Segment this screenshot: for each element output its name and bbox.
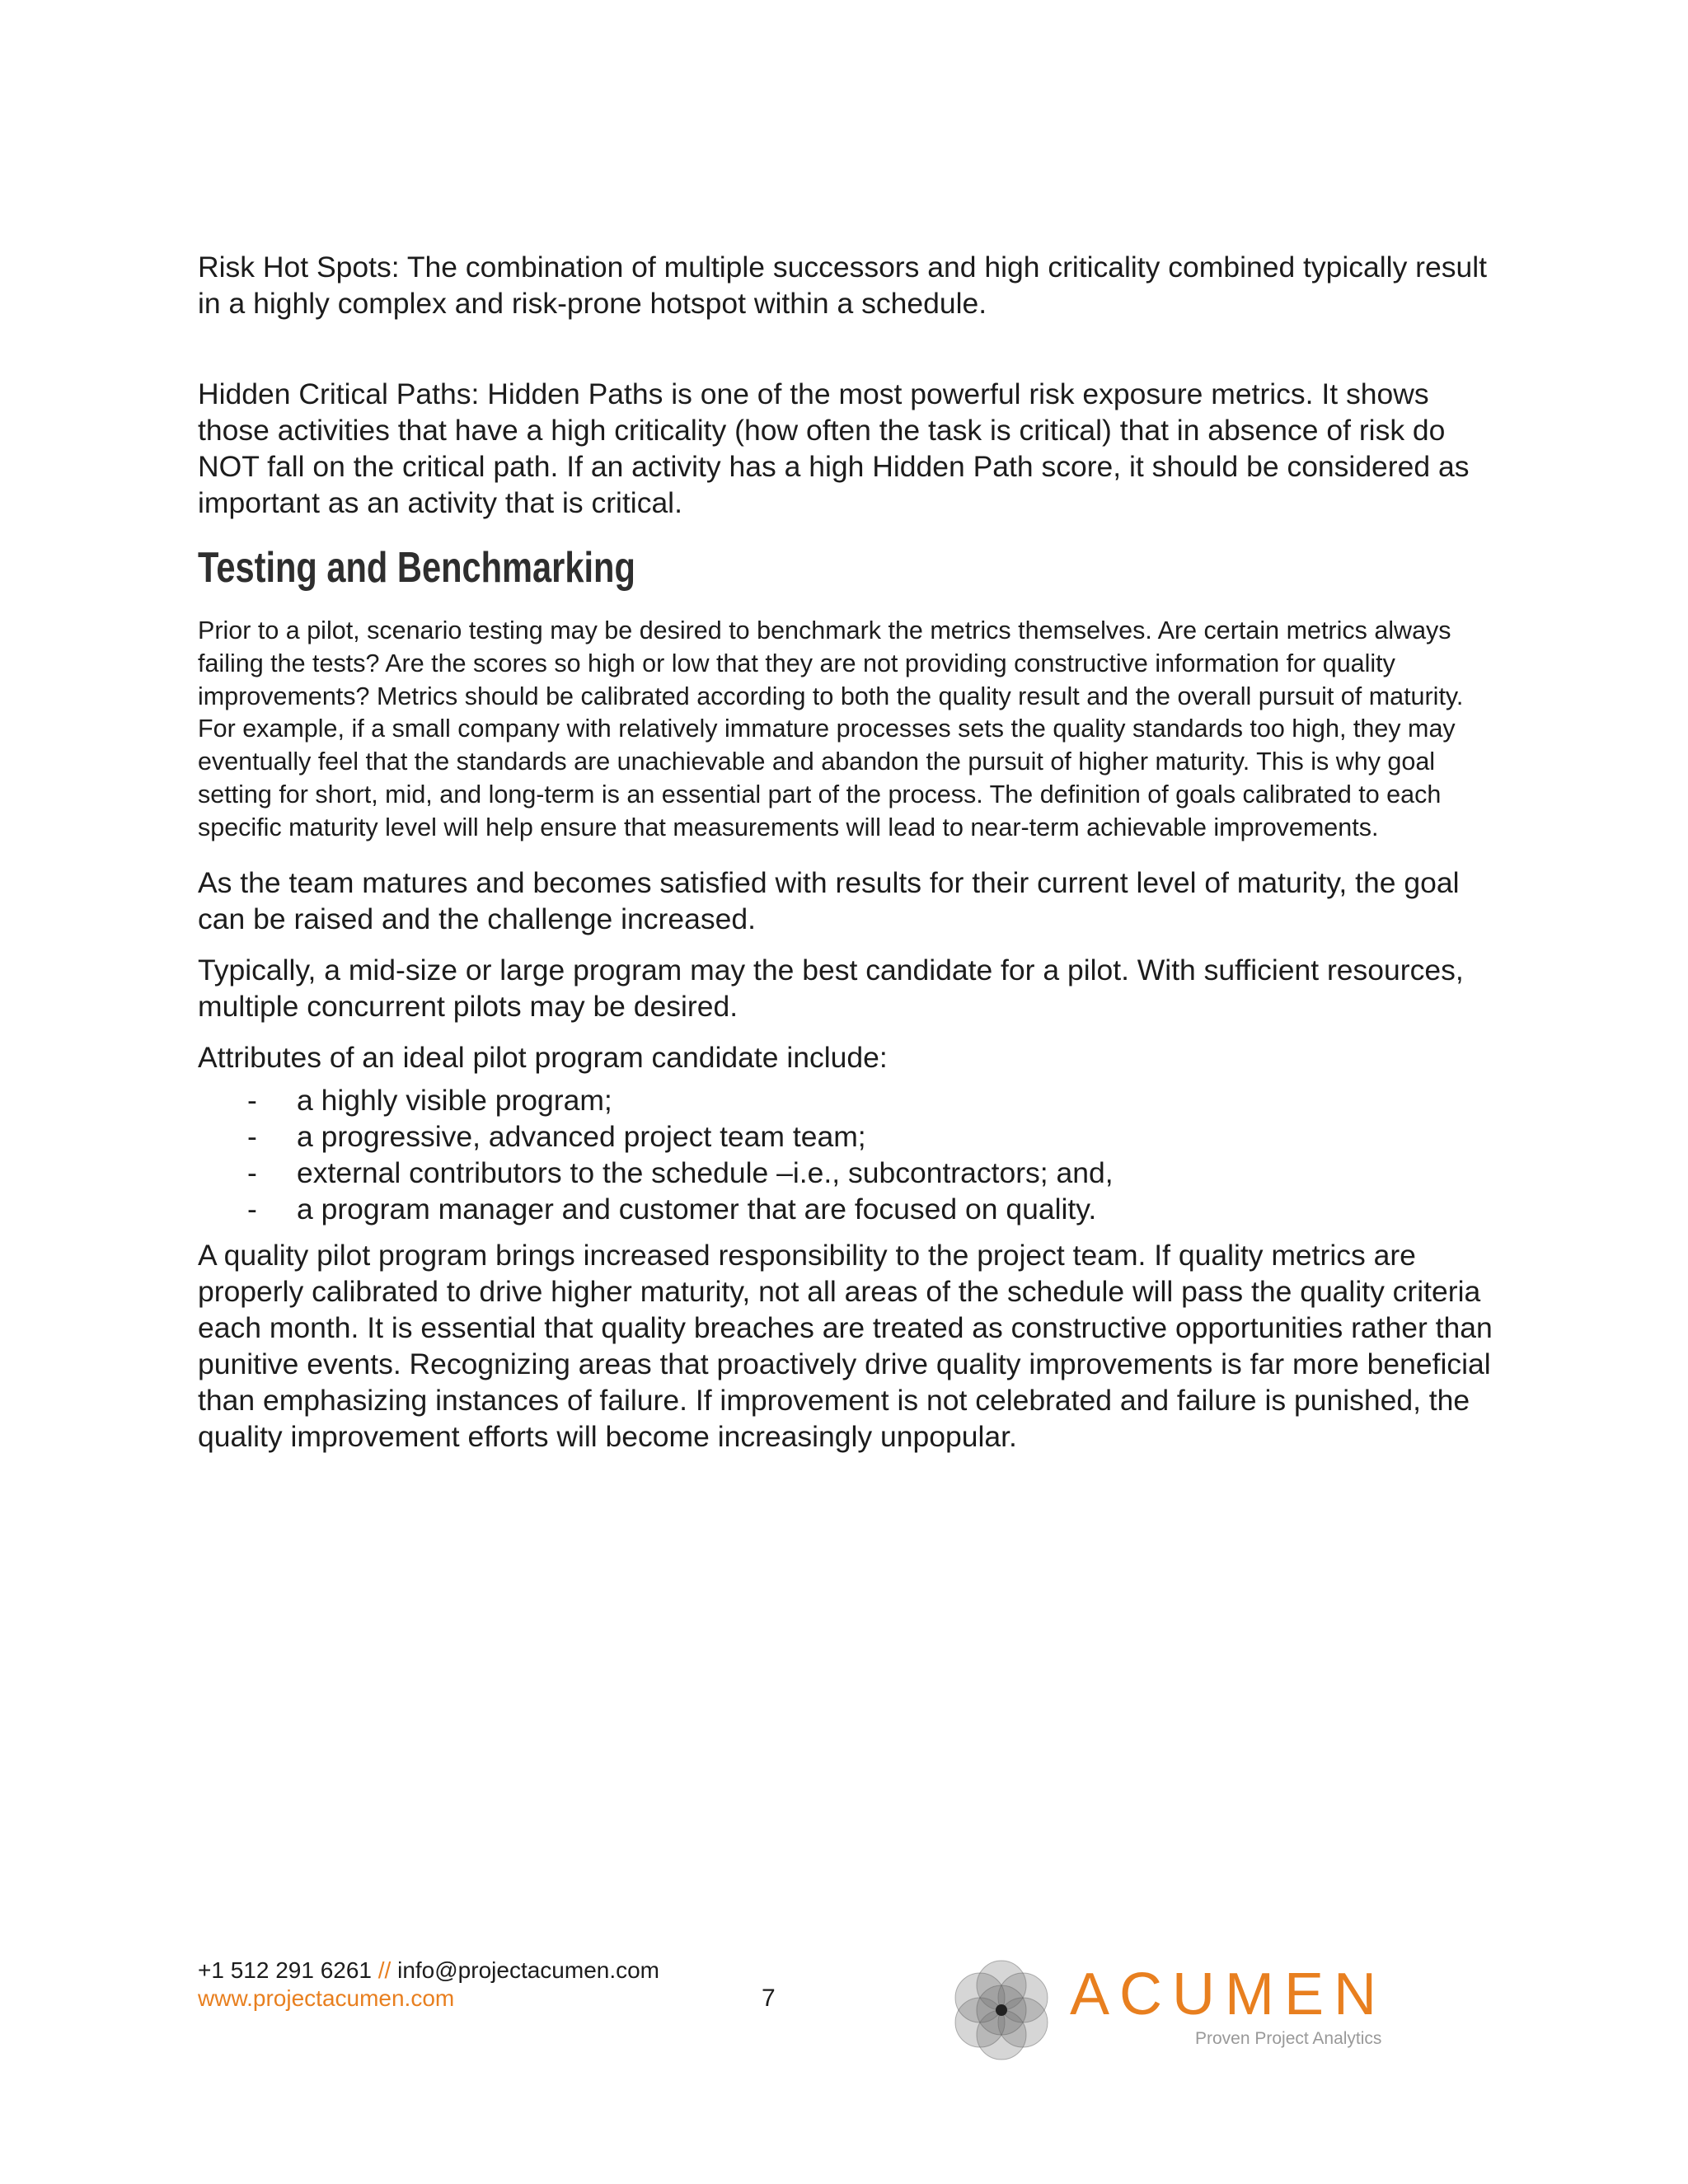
attributes-list [198, 1082, 1500, 1227]
prior-to-pilot-paragraph: Prior to a pilot, scenario testing may be desired to benchmark the metrics themselves. Are certain metrics always failing the tests? Are the scores so high or low that they are not providing constructive information for quality improvements? Metrics should be calibrated according to both the quality result and the overall pursuit of maturity. For example, if a small company with relatively immature processes sets the quality standards too high, they may eventually feel that the standards are unachievable and abandon the pursuit of higher maturity. This is why goal setting for short, mid, and long-term is an essential part of the process. The definition of goals calibrated to each specific maturity level will help ensure that measurements will lead to near-term achievable improvements. [198, 616, 1464, 841]
footer-website-link[interactable]: www.projectacumen.com [198, 1985, 455, 2011]
page-number: 7 [762, 1985, 776, 2012]
footer-separator: // [377, 1957, 392, 1983]
quality-pilot-paragraph: A quality pilot program brings increased responsibility to the project team. If quality metrics are properly calibrated to drive higher maturity, not all areas of the schedule will pass the quality criteria each month. It is essential that quality breaches are treated as constructive opportunities rather than punitive events. Recognizing areas that proactively drive quality improvements is far more beneficial than emphasizing instances of failure. If improvement is not celebrated and failure is punished, the quality improvement efforts will become increasingly unpopular. [198, 1238, 1493, 1453]
page-footer [198, 1948, 1517, 2064]
risk-hot-spots-paragraph: Risk Hot Spots: The combination of multiple successors and high criticality combined typically result in a highly complex and risk-prone hotspot within a schedule. [198, 251, 1487, 320]
bullet-dash: - [247, 1083, 257, 1117]
list-item [198, 1191, 1500, 1227]
logo-wordmark: ACUMEN [1070, 1961, 1387, 2027]
list-item-text: a highly visible program; [297, 1083, 612, 1117]
acumen-flower-logo-icon [940, 1948, 1063, 2072]
list-item-text: a progressive, advanced project team team; [297, 1119, 866, 1153]
list-item-text: a program manager and customer that are focused on quality. [297, 1192, 1097, 1226]
footer-contact-line [198, 1957, 659, 1985]
list-item-text: external contributors to the schedule –i.e., subcontractors; and, [297, 1155, 1114, 1189]
footer-phone: +1 512 291 6261 [198, 1957, 372, 1983]
footer-email[interactable]: info@projectacumen.com [397, 1957, 660, 1983]
page-content [198, 249, 1500, 1455]
bullet-dash: - [247, 1192, 257, 1226]
list-item [198, 1155, 1500, 1191]
logo-tagline: Proven Project Analytics [1195, 2029, 1382, 2048]
logo-center-dot [996, 2004, 1007, 2016]
bullet-dash: - [247, 1155, 257, 1189]
hidden-critical-paths-paragraph: Hidden Critical Paths: Hidden Paths is one of the most powerful risk exposure metrics. It shows those activities that have a high criticality (how often the task is critical) that in absence of risk do NOT fall on the critical path. If an activity has a high Hidden Path score, it should be considered as important as an activity that is critical. [198, 377, 1470, 519]
team-matures-paragraph: As the team matures and becomes satisfied with results for their current level of maturity, the goal can be raised and the challenge increased. [198, 865, 1460, 935]
section-heading: Testing and Benchmarking [198, 544, 635, 592]
list-item [198, 1082, 1500, 1118]
list-item [198, 1118, 1500, 1155]
typically-paragraph: Typically, a mid-size or large program may the best candidate for a pilot. With sufficient resources, multiple concurrent pilots may be desired. [198, 953, 1464, 1023]
bullet-dash: - [247, 1119, 257, 1153]
attributes-intro: Attributes of an ideal pilot program candidate include: [198, 1040, 888, 1074]
